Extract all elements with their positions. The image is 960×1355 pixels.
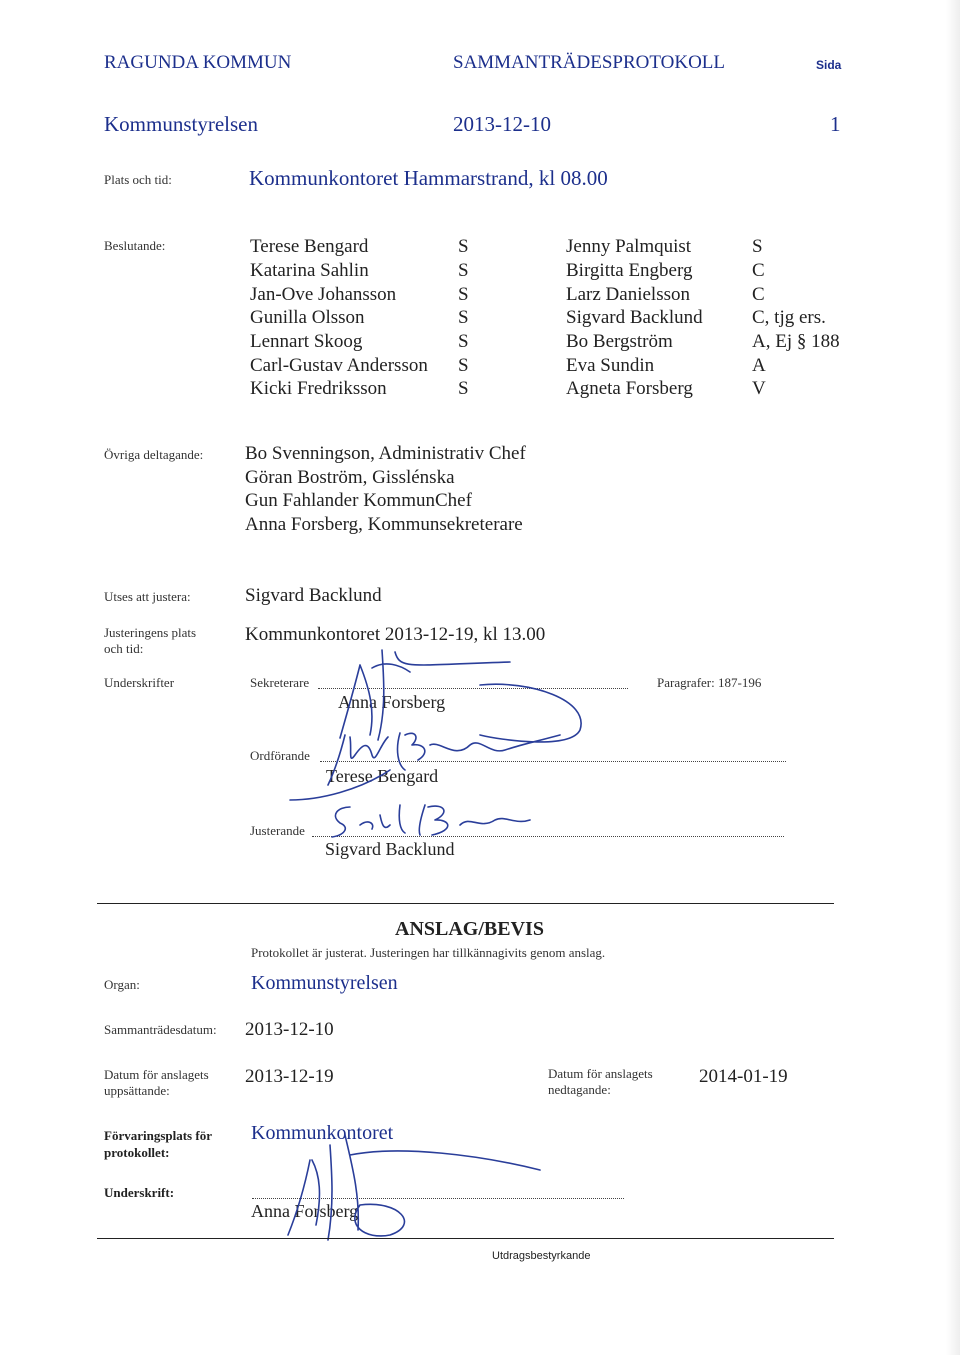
decider-party: V xyxy=(752,378,766,399)
chair-label: Ordförande xyxy=(250,748,310,763)
decider-name: Terese Bengard xyxy=(250,236,369,257)
secretary-name: Anna Forsberg xyxy=(338,692,446,712)
posted-date-value: 2013-12-19 xyxy=(245,1066,334,1087)
scan-edge-shadow xyxy=(946,0,960,1355)
meeting-date: 2013-12-10 xyxy=(453,112,551,136)
decider-name: Jenny Palmquist xyxy=(566,236,692,257)
notice-signature-scribble xyxy=(250,1115,570,1245)
organ-value: Kommunstyrelsen xyxy=(251,972,398,994)
adjust-place-value: Kommunkontoret 2013-12-19, kl 13.00 xyxy=(245,624,546,645)
decider-name: Larz Danielsson xyxy=(566,284,690,305)
decider-party: C xyxy=(752,260,765,281)
decider-party: S xyxy=(458,260,469,281)
meeting-date-label: Sammanträdesdatum: xyxy=(104,1022,217,1037)
adjuster-sign-name: Sigvard Backlund xyxy=(325,839,455,859)
decider-party: S xyxy=(458,284,469,305)
decider-name: Katarina Sahlin xyxy=(250,260,369,281)
decider-name: Carl-Gustav Andersson xyxy=(250,355,428,376)
decider-name: Lennart Skoog xyxy=(250,331,363,352)
decider-party: S xyxy=(458,355,469,376)
decider-name: Sigvard Backlund xyxy=(566,307,703,328)
decider-party: A xyxy=(752,355,766,376)
org-name: RAGUNDA KOMMUN xyxy=(104,52,292,73)
place-label: Plats och tid: xyxy=(104,172,172,187)
removed-date-value: 2014-01-19 xyxy=(699,1066,788,1087)
adjuster-value: Sigvard Backlund xyxy=(245,585,382,606)
decider-party: C, tjg ers. xyxy=(752,307,826,328)
decider-name: Bo Bergström xyxy=(566,331,673,352)
removed-date-label: Datum för anslagets nedtagande: xyxy=(548,1066,653,1097)
other-participant: Anna Forsberg, Kommunsekreterare xyxy=(245,514,523,535)
committee-name: Kommunstyrelsen xyxy=(104,112,258,136)
page-number: 1 xyxy=(830,112,841,136)
secretary-label: Sekreterare xyxy=(250,675,310,690)
decider-name: Birgitta Engberg xyxy=(566,260,693,281)
decider-party: A, Ej § 188 xyxy=(752,331,840,352)
decider-name: Agneta Forsberg xyxy=(566,378,693,399)
decider-party: S xyxy=(458,236,469,257)
other-participant: Bo Svenningson, Administrativ Chef xyxy=(245,443,526,464)
signatures-label: Underskrifter xyxy=(104,675,175,690)
notice-signature-name: Anna Forsberg xyxy=(251,1201,359,1221)
notice-top-rule xyxy=(97,903,834,904)
notice-subtitle: Protokollet är justerat. Justeringen har tillkännagivits genom anslag. xyxy=(251,945,606,960)
page-label: Sida xyxy=(816,58,842,72)
others-label: Övriga deltagande: xyxy=(104,447,204,462)
chair-signature-scribble xyxy=(280,715,580,805)
storage-label: Förvaringsplats för protokollet: xyxy=(104,1128,212,1160)
decider-name: Jan-Ove Johansson xyxy=(250,284,397,305)
decider-party: C xyxy=(752,284,765,305)
notice-bottom-rule xyxy=(97,1238,834,1239)
adjuster-sign-label: Justerande xyxy=(250,823,305,838)
document-type: SAMMANTRÄDESPROTOKOLL xyxy=(453,52,726,73)
decider-name: Gunilla Olsson xyxy=(250,307,365,328)
adjuster-label: Utses att justera: xyxy=(104,589,191,604)
notice-title: ANSLAG/BEVIS xyxy=(395,918,544,940)
footer-extract-certification: Utdragsbestyrkande xyxy=(492,1250,591,1262)
decider-party: S xyxy=(752,236,763,257)
adjuster-signature-scribble xyxy=(320,795,560,855)
decider-name: Kicki Fredriksson xyxy=(250,378,387,399)
other-participant: Göran Boström, Gisslénska xyxy=(245,467,455,488)
signature-label: Underskrift: xyxy=(104,1185,175,1200)
meeting-date-value: 2013-12-10 xyxy=(245,1019,334,1040)
decider-party: S xyxy=(458,307,469,328)
paragraphs: Paragrafer: 187-196 xyxy=(657,675,762,690)
decider-party: S xyxy=(458,378,469,399)
deciders-label: Beslutande: xyxy=(104,238,166,253)
adjust-place-label: Justeringens plats och tid: xyxy=(104,625,197,656)
other-participant: Gun Fahlander KommunChef xyxy=(245,490,472,511)
organ-label: Organ: xyxy=(104,977,140,992)
chair-name: Terese Bengard xyxy=(326,766,439,786)
storage-value: Kommunkontoret xyxy=(251,1122,394,1144)
decider-name: Eva Sundin xyxy=(566,355,655,376)
place-value: Kommunkontoret Hammarstrand, kl 08.00 xyxy=(249,166,608,190)
posted-date-label: Datum för anslagets uppsättande: xyxy=(104,1067,209,1098)
decider-party: S xyxy=(458,331,469,352)
